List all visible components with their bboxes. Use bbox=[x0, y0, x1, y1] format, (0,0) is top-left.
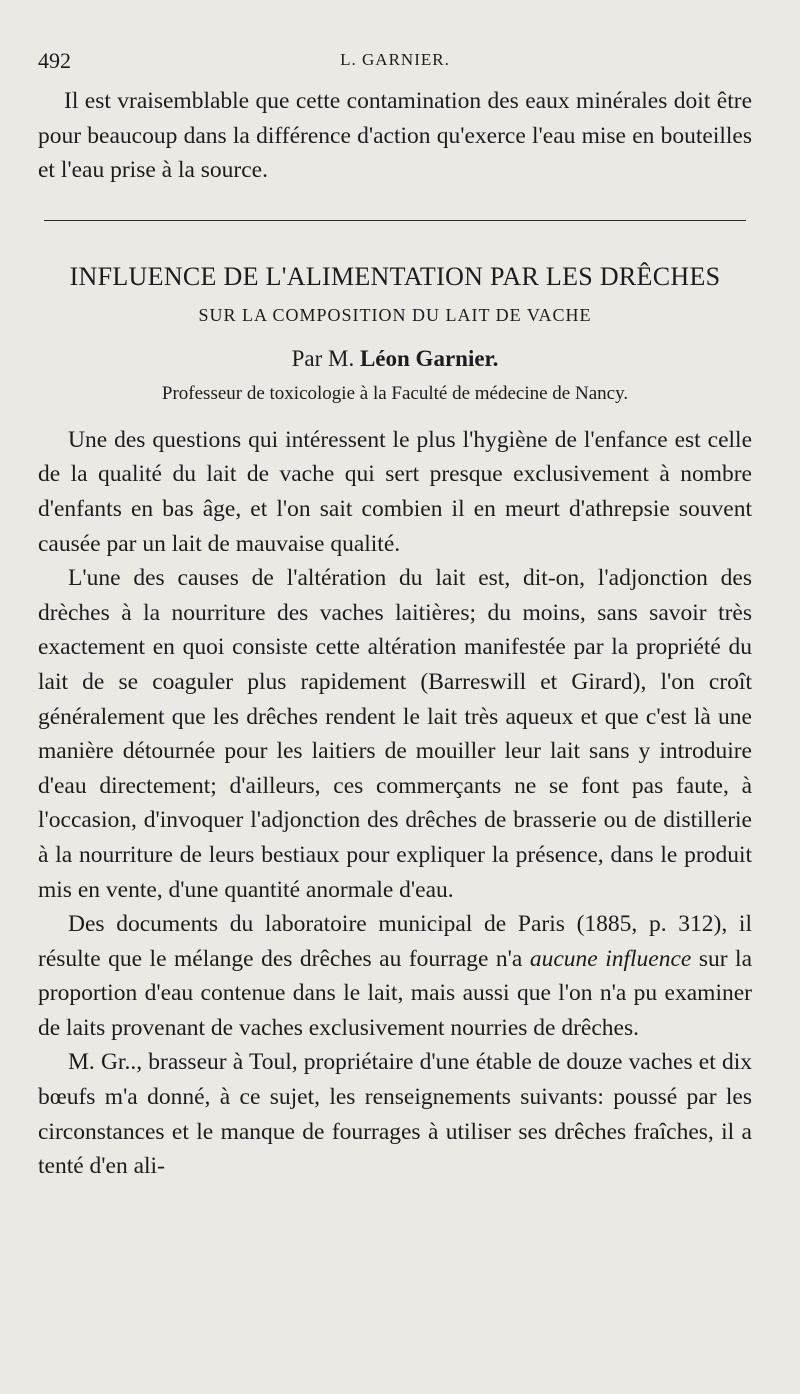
body-paragraph-4: M. Gr.., brasseur à Toul, propriétaire d'une étable de douze vaches et dix bœufs m'a donné, à ce sujet, les renseignements suivants: poussé par les circonstances et le manque de fourrages à utiliser ses drêches fraîches, il a tenté d'en ali- bbox=[38, 1049, 752, 1180]
byline-prefix: Par M. bbox=[291, 345, 360, 371]
intro-paragraph: Il est vraisemblable que cette contamination des eaux minérales doit être pour beaucoup dans la différence d'action qu'exerce l'eau mise en bouteilles et l'eau prise à la source. bbox=[38, 88, 752, 184]
article-title: INFLUENCE DE L'ALIMENTATION PAR LES DRÊCHES bbox=[69, 261, 721, 291]
running-head bbox=[38, 40, 752, 80]
byline bbox=[38, 343, 752, 375]
author-affiliation: Professeur de toxicologie à la Faculté de médecine de Nancy. bbox=[161, 382, 629, 404]
section-divider bbox=[44, 220, 746, 221]
paragraph-3-part-1: Des documents du laboratoire municipal de Paris (1885, p. 312), il résulte que le mélange des drêches au fourrage n'a bbox=[38, 911, 752, 972]
body-paragraph-3 bbox=[38, 907, 752, 1045]
page-number: 492 bbox=[38, 48, 71, 73]
body-paragraph-2: L'une des causes de l'altération du lait est, dit-on, l'adjonction des drèches à la nourriture des vaches laitières; du moins, sans savoir très exactement en quoi consiste cette altération manifestée par la propriété du lait de se coaguler plus rapidement (Barreswill et Girard), l'on croît généralement que les drêches rendent le lait très aqueux et que c'est là une manière détournée pour les laitiers de mouiller leur lait sans y introduire d'eau directement; d'ailleurs, ces commerçants ne se font pas faute, à l'occasion, d'invoquer l'adjonction des drêches de brasserie ou de distillerie à la nourriture de leurs bestiaux pour expliquer la présence, dans le produit mis en vente, d'une quantité anormale d'eau. bbox=[38, 565, 752, 903]
article-body bbox=[38, 423, 752, 1184]
article-subtitle: SUR LA COMPOSITION DU LAIT DE VACHE bbox=[198, 304, 592, 325]
author-name: Léon Garnier. bbox=[359, 345, 499, 371]
running-title: L. GARNIER. bbox=[340, 50, 450, 69]
emphasis-aucune-influence: aucune influence bbox=[529, 945, 692, 972]
body-paragraph-1: Une des questions qui intéressent le plus l'hygiène de l'enfance est celle de la qualité du lait de vache qui sert presque exclusivement à nombre d'enfants en bas âge, et l'on sait combien il en meurt d'athrepsie souvent causée par un lait de mauvaise qualité. bbox=[38, 426, 752, 557]
paragraph-3-part-2: sur la proportion d'eau contenue dans le lait, mais aussi que l'on n'a pu examiner de laits provenant de vaches exclusivement nourries de drêches. bbox=[38, 945, 752, 1041]
